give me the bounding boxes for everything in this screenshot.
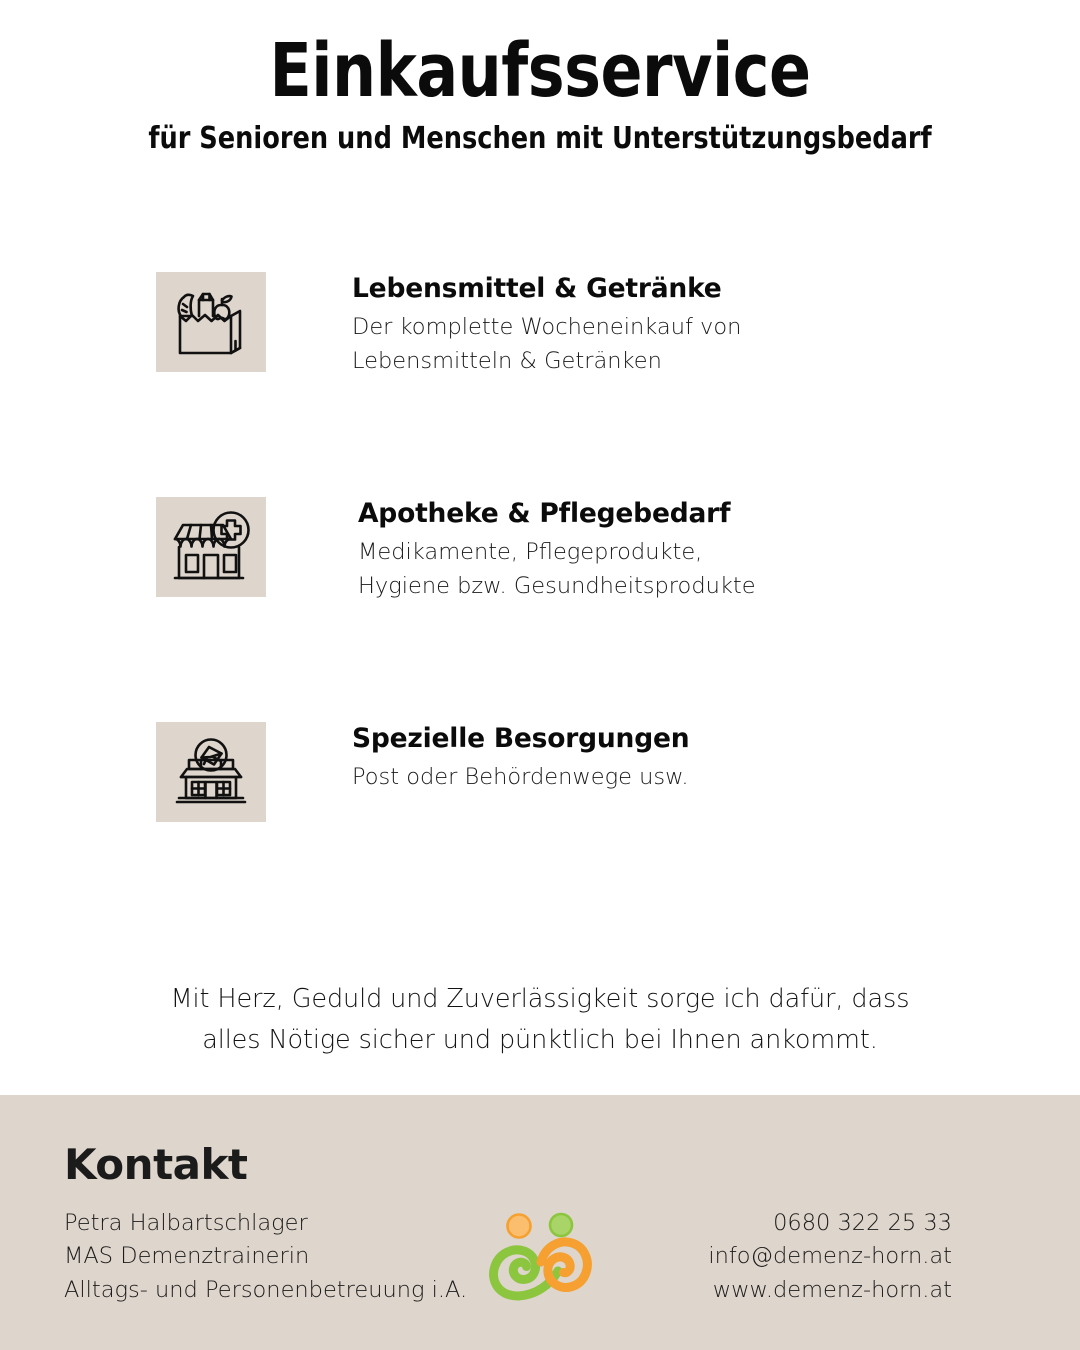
services-list: [0, 272, 1080, 867]
contact-qualification: Alltags- und Personenbetreuung i.A.: [64, 1276, 468, 1303]
two-spirals-logo-icon: [488, 1209, 592, 1310]
service-item-pharmacy: [156, 497, 1080, 642]
page-title: Einkaufsservice: [269, 28, 811, 114]
service-text-errands: [352, 722, 689, 794]
footer-contact-section: [0, 1095, 1080, 1350]
contact-person-block: [0, 1207, 470, 1307]
grocery-bag-icon-tile: [156, 272, 266, 372]
contact-name: Petra Halbartschlager: [64, 1210, 308, 1236]
service-text-groceries: [352, 272, 741, 379]
service-description-line-1: Post oder Behördenwege usw.: [352, 763, 689, 790]
contact-role: MAS Demenztrainerin: [64, 1243, 310, 1270]
contact-phone[interactable]: 0680 322 25 33: [773, 1210, 952, 1236]
post-office-icon-tile: [156, 722, 266, 822]
page-subtitle: für Senioren und Menschen mit Unterstützungsbedarf: [148, 121, 932, 156]
grocery-bag-icon: [172, 285, 250, 359]
footer-columns: [0, 1207, 1080, 1310]
contact-channels-block: [610, 1207, 1080, 1307]
service-item-errands: [156, 722, 1080, 867]
header: [0, 0, 1080, 154]
service-text-pharmacy: [358, 497, 756, 604]
tagline: [0, 979, 1080, 1062]
pharmacy-icon-tile: [156, 497, 266, 597]
service-description-line-2: Hygiene bzw. Gesundheitsprodukte: [358, 573, 756, 600]
service-description-line-1: Medikamente, Pflegeprodukte,: [358, 538, 703, 565]
service-heading: Spezielle Besorgungen: [352, 723, 690, 754]
tagline-line-1: Mit Herz, Geduld und Zuverlässigkeit sorge ich dafür, dass: [170, 984, 910, 1014]
contact-website[interactable]: www.demenz-horn.at: [712, 1276, 952, 1303]
brand-logo: [470, 1207, 610, 1310]
service-heading: Apotheke & Pflegebedarf: [358, 498, 731, 529]
service-description-line-2: Lebensmitteln & Getränken: [352, 348, 662, 375]
service-heading: Lebensmittel & Getränke: [352, 273, 722, 304]
tagline-line-2: alles Nötige sicher und pünktlich bei Ihnen ankommt.: [202, 1025, 878, 1056]
pharmacy-storefront-icon: [171, 510, 251, 584]
post-office-icon: [171, 738, 251, 806]
footer-title: Kontakt: [64, 1140, 248, 1189]
service-item-groceries: [156, 272, 1080, 417]
service-description-line-1: Der komplette Wocheneinkauf von: [352, 313, 742, 340]
contact-email[interactable]: info@demenz-horn.at: [708, 1243, 952, 1270]
